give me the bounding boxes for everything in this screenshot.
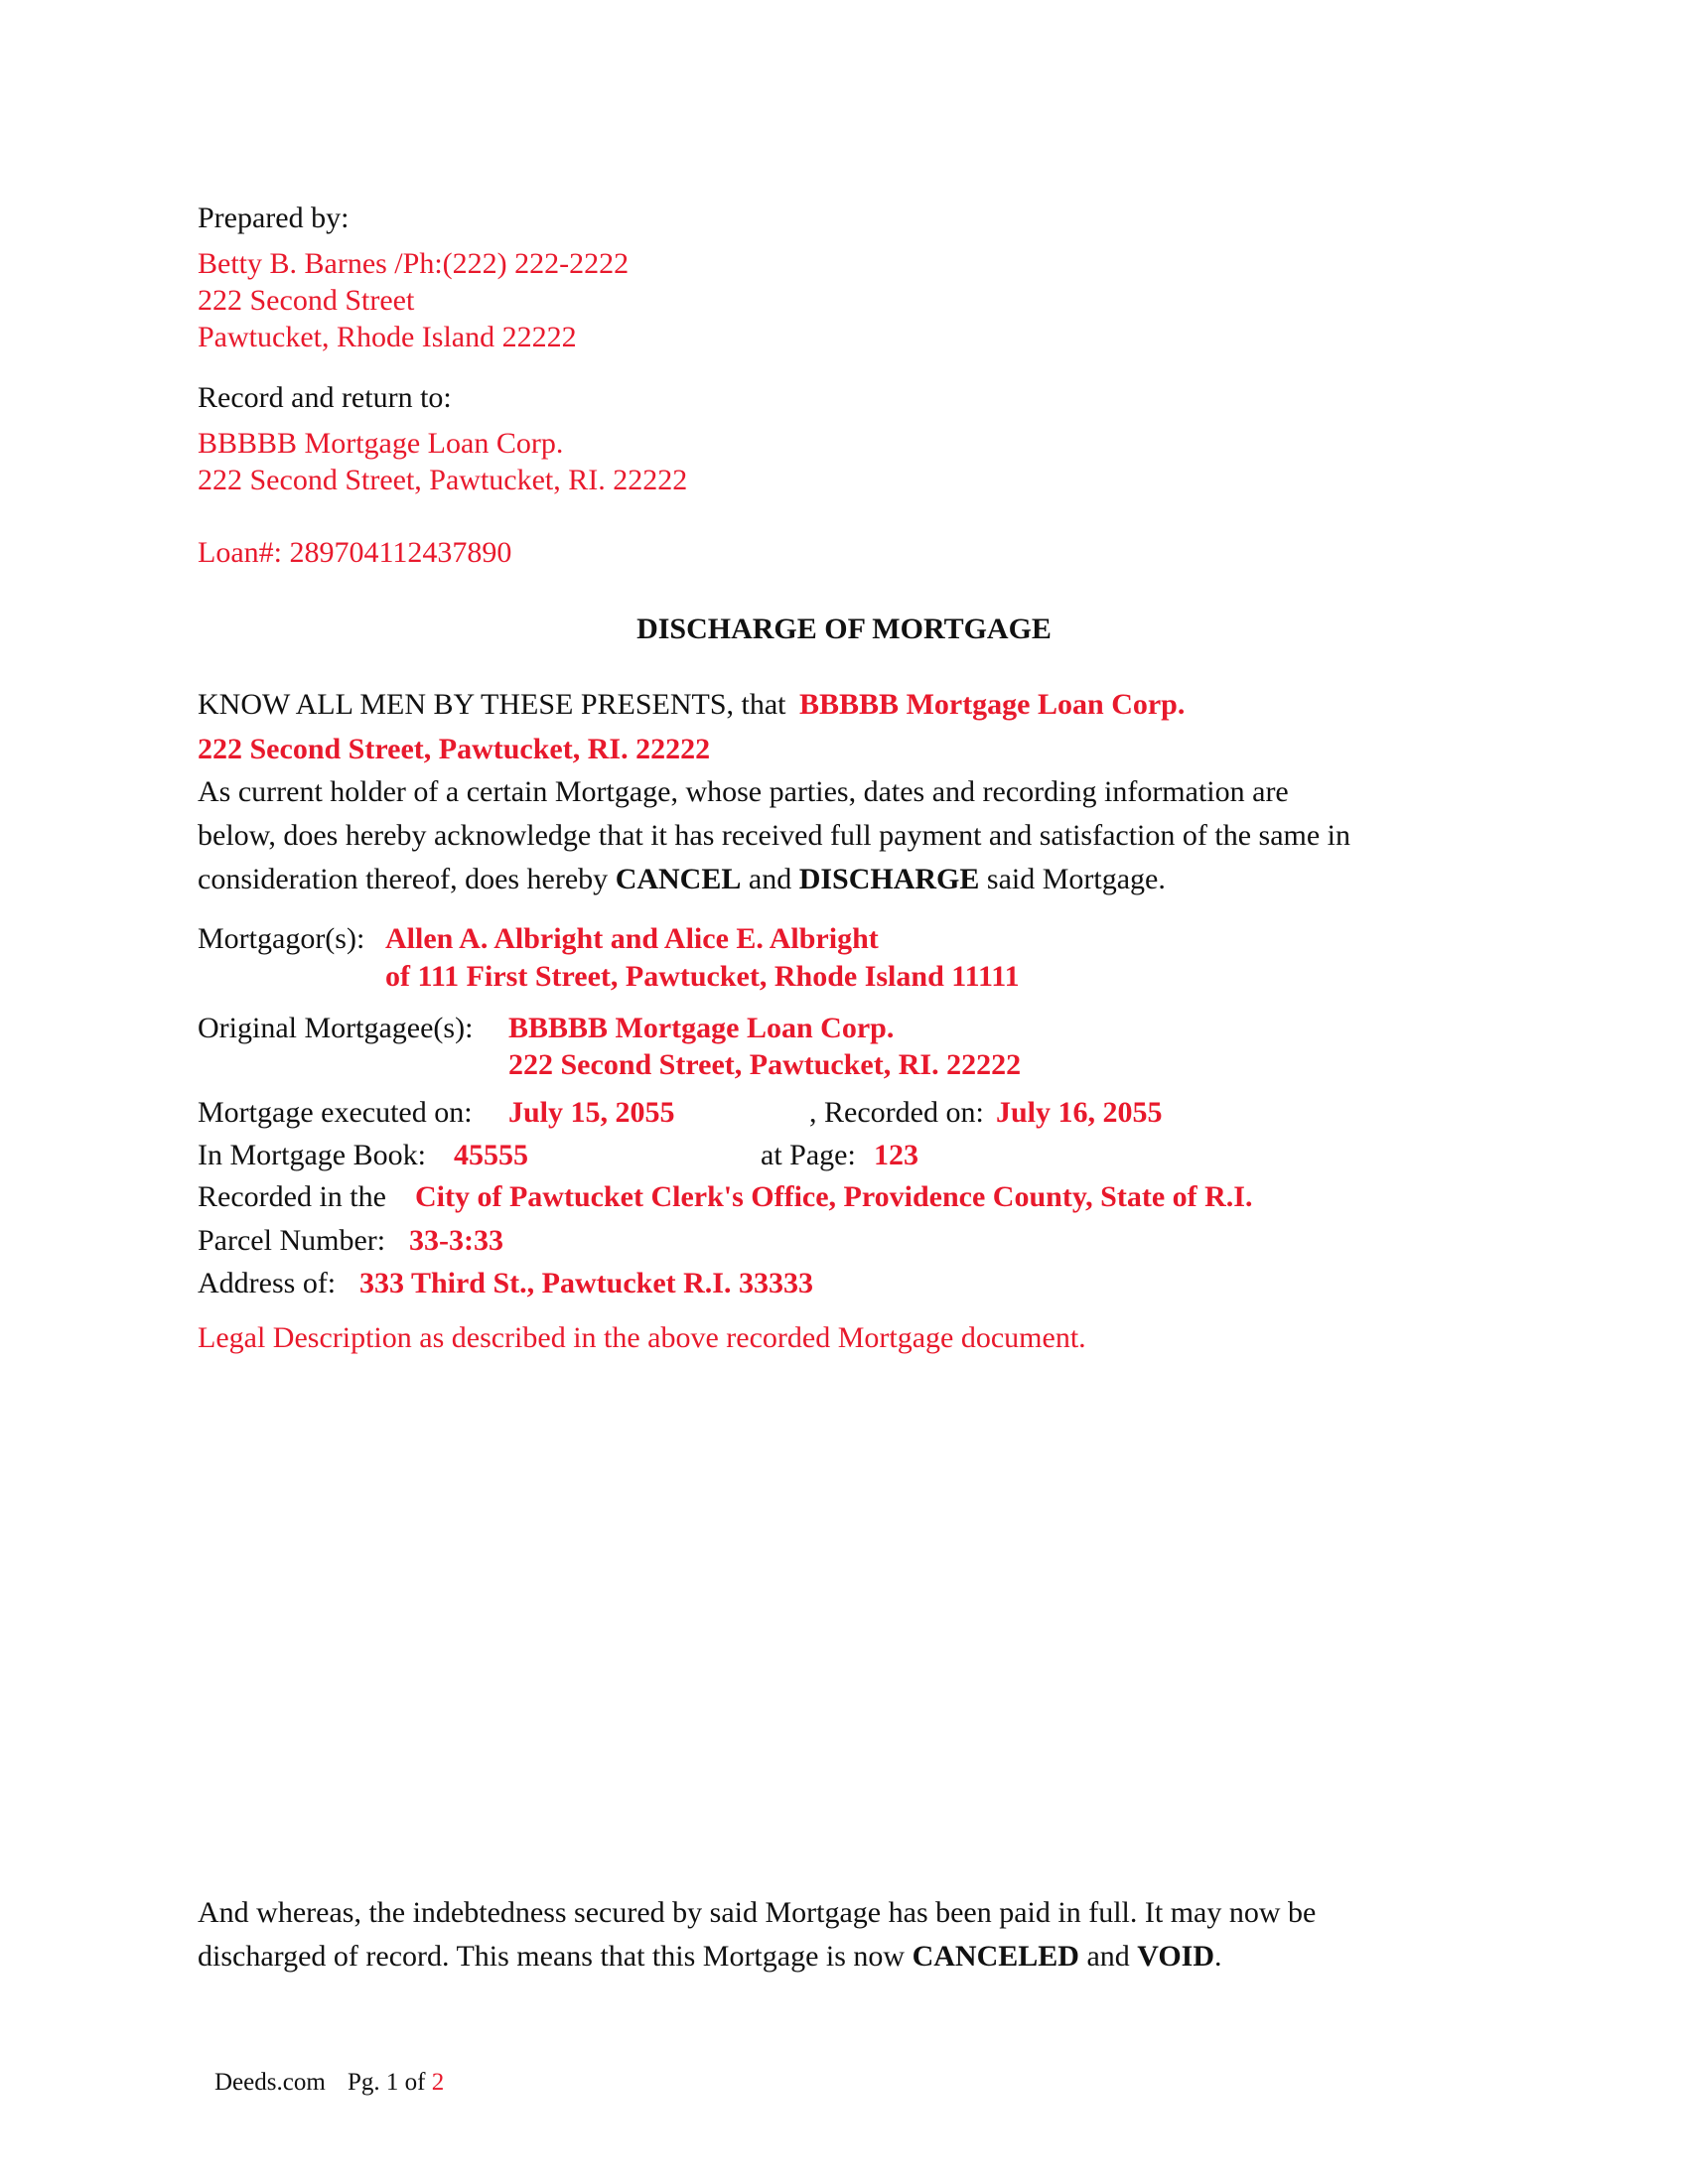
- original-mortgagee-address: 222 Second Street, Pawtucket, RI. 22222: [508, 1048, 1022, 1081]
- holder-address: 222 Second Street, Pawtucket, RI. 22222: [198, 733, 711, 765]
- holder-name: BBBBB Mortgage Loan Corp.: [799, 688, 1186, 721]
- original-mortgagee-name: BBBBB Mortgage Loan Corp.: [508, 1012, 895, 1044]
- recorded-in-label: Recorded in the: [198, 1180, 386, 1213]
- intro-line-1: As current holder of a certain Mortgage, whose parties, dates and recording information are: [198, 775, 1289, 808]
- mortgagors-label: Mortgagor(s):: [198, 922, 365, 955]
- closing-line-2-text: discharged of record. This means that this Mortgage is now: [198, 1940, 906, 1973]
- loan-number: 289704112437890: [289, 536, 512, 569]
- document-title: DISCHARGE OF MORTGAGE: [636, 613, 1052, 645]
- closing-period: .: [1214, 1940, 1222, 1973]
- legal-description: Legal Description as described in the above recorded Mortgage document.: [198, 1321, 1086, 1354]
- return-to-label: Record and return to:: [198, 381, 452, 414]
- intro-line-3-text: consideration thereof, does hereby: [198, 863, 609, 895]
- void-keyword: VOID: [1137, 1940, 1215, 1973]
- page-value: 123: [874, 1139, 918, 1171]
- cancel-keyword: CANCEL: [615, 863, 742, 895]
- and-word: and: [748, 863, 792, 895]
- closing-and-word: and: [1086, 1940, 1130, 1973]
- footer-total-pages: 2: [431, 2069, 445, 2096]
- closing-line-2: [198, 1939, 1222, 1975]
- address-of-label: Address of:: [198, 1267, 337, 1299]
- intro-line-3: [198, 862, 1166, 897]
- original-mortgagee-label: Original Mortgagee(s):: [198, 1012, 474, 1044]
- page-label: at Page:: [761, 1139, 856, 1171]
- recorded-on-label: , Recorded on:: [809, 1096, 984, 1129]
- preparer-city: Pawtucket, Rhode Island 22222: [198, 321, 577, 353]
- loan-label: Loan#:: [198, 536, 282, 569]
- closing-line-1: And whereas, the indebtedness secured by said Mortgage has been paid in full. It may now be: [198, 1896, 1317, 1929]
- executed-label: Mortgage executed on:: [198, 1096, 473, 1129]
- mortgagors-names: Allen A. Albright and Alice E. Albright: [385, 922, 879, 955]
- intro-line: [198, 687, 1185, 723]
- return-to-address: 222 Second Street, Pawtucket, RI. 22222: [198, 464, 688, 496]
- footer: [214, 2068, 444, 2098]
- discharge-keyword: DISCHARGE: [798, 863, 980, 895]
- return-to-name: BBBBB Mortgage Loan Corp.: [198, 427, 564, 460]
- preparer-street: 222 Second Street: [198, 284, 415, 317]
- mortgagors-address: of 111 First Street, Pawtucket, Rhode Island 11111: [385, 960, 1020, 993]
- preparer-name-phone: Betty B. Barnes /Ph:(222) 222-2222: [198, 247, 630, 280]
- parcel-label: Parcel Number:: [198, 1224, 386, 1257]
- executed-date: July 15, 2055: [508, 1096, 675, 1129]
- book-label: In Mortgage Book:: [198, 1139, 426, 1171]
- address-of-value: 333 Third St., Pawtucket R.I. 33333: [359, 1267, 813, 1299]
- prepared-by-label: Prepared by:: [198, 202, 350, 234]
- footer-page-prefix: Pg. 1 of: [348, 2069, 426, 2096]
- intro-lead: KNOW ALL MEN BY THESE PRESENTS, that: [198, 688, 786, 721]
- canceled-keyword: CANCELED: [912, 1940, 1079, 1973]
- book-value: 45555: [454, 1139, 528, 1171]
- loan-number-line: [198, 535, 511, 571]
- footer-site: Deeds.com: [214, 2069, 326, 2096]
- parcel-value: 33-3:33: [409, 1224, 503, 1257]
- recorded-in-value: City of Pawtucket Clerk's Office, Providence County, State of R.I.: [415, 1180, 1253, 1213]
- recorded-on-date: July 16, 2055: [996, 1096, 1163, 1129]
- intro-line-2: below, does hereby acknowledge that it has received full payment and satisfaction of the same in: [198, 819, 1350, 852]
- intro-line-3-end: said Mortgage.: [986, 863, 1166, 895]
